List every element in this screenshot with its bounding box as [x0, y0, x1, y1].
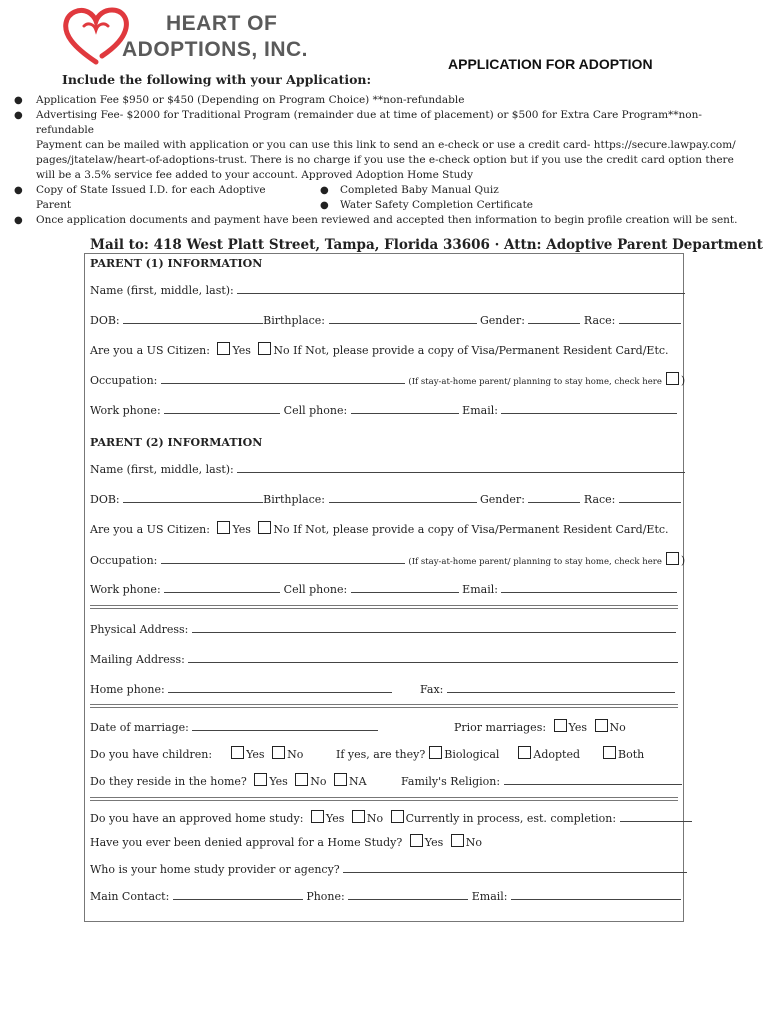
reside-no-checkbox[interactable]	[295, 773, 308, 786]
include-heading: Include the following with your Application:	[62, 72, 372, 87]
home-phone-field[interactable]	[168, 681, 392, 693]
parent2-race-field[interactable]	[619, 491, 681, 503]
home-study-in-process-checkbox[interactable]	[391, 810, 404, 823]
main-contact-field[interactable]	[173, 888, 303, 900]
parent1-dob-field[interactable]	[123, 312, 263, 324]
parent2-work-phone-field[interactable]	[164, 581, 280, 593]
bullet-quiz: Completed Baby Manual Quiz	[340, 184, 499, 196]
prior-marriages-no-checkbox[interactable]	[595, 719, 608, 732]
parent1-citizen-row: Are you a US Citizen: Yes No If Not, please provide a copy of Visa/Permanent Resident Card/Etc.	[90, 344, 669, 357]
section-divider	[90, 704, 678, 705]
bullet-dot: ●	[14, 110, 23, 121]
religion-field[interactable]	[504, 773, 682, 785]
parent2-phone-row: Work phone: Cell phone: Email:	[90, 581, 677, 596]
prior-marriages-yes-checkbox[interactable]	[554, 719, 567, 732]
parent1-citizen-yes-checkbox[interactable]	[217, 342, 230, 355]
parent2-heading: PARENT (2) INFORMATION	[90, 436, 263, 449]
prior-marriages-row: Prior marriages: Yes No	[454, 721, 626, 734]
children-yes-checkbox[interactable]	[231, 746, 244, 759]
reside-row: Do they reside in the home? Yes No NA	[90, 775, 367, 788]
denied-row: Have you ever been denied approval for a Home Study? Yes No	[90, 836, 482, 849]
home-study-no-checkbox[interactable]	[352, 810, 365, 823]
adopted-checkbox[interactable]	[518, 746, 531, 759]
parent2-stay-home-checkbox[interactable]	[666, 552, 679, 565]
bullet-advertising-cont: refundable	[36, 124, 94, 136]
bullet-dot: ●	[14, 95, 23, 106]
bullet-dot: ●	[14, 215, 23, 226]
logo-line-1: HEART OF	[166, 12, 278, 35]
parent1-work-phone-field[interactable]	[164, 402, 280, 414]
religion-row: Family's Religion:	[401, 773, 682, 788]
reside-na-checkbox[interactable]	[334, 773, 347, 786]
fax-field[interactable]	[447, 681, 675, 693]
children-row: Do you have children: Yes No	[90, 748, 304, 761]
contact-phone-field[interactable]	[348, 888, 468, 900]
parent1-citizen-no-checkbox[interactable]	[258, 342, 271, 355]
bullet-dot: ●	[320, 185, 329, 196]
physical-address-field[interactable]	[192, 621, 676, 633]
bullet-once: Once application documents and payment have been reviewed and accepted then information to begin profile creation will be sent.	[36, 214, 738, 226]
parent2-dob-row: DOB: Birthplace: Gender: Race:	[90, 491, 681, 506]
fax-row: Fax:	[420, 681, 675, 696]
home-study-completion-field[interactable]	[620, 810, 692, 822]
denied-yes-checkbox[interactable]	[410, 834, 423, 847]
section-divider	[90, 797, 678, 798]
parent2-cell-phone-field[interactable]	[351, 581, 459, 593]
parent1-heading: PARENT (1) INFORMATION	[90, 257, 263, 270]
parent1-gender-field[interactable]	[528, 312, 580, 324]
parent1-occupation-row: Occupation: (If stay-at-home parent/ planning to stay home, check here )	[90, 374, 686, 387]
payment-note-1: Payment can be mailed with application or you can use this link to send an e-check or use a credit card- https://secure.lawpay.com/	[36, 139, 736, 151]
parent2-name-field[interactable]	[237, 461, 685, 473]
children-no-checkbox[interactable]	[272, 746, 285, 759]
section-divider	[90, 605, 678, 606]
payment-note-2: pages/jtatelaw/heart-of-adoptions-trust. There is no charge if you use the e-check option but if you use the credit card option there	[36, 154, 734, 166]
company-logo	[62, 6, 310, 68]
marriage-date-field[interactable]	[192, 719, 378, 731]
both-checkbox[interactable]	[603, 746, 616, 759]
bullet-dot: ●	[320, 200, 329, 211]
parent1-name-field[interactable]	[237, 282, 685, 294]
parent1-phone-row: Work phone: Cell phone: Email:	[90, 402, 677, 417]
payment-note-3: will be a 3.5% service fee added to your account. Approved Adoption Home Study	[36, 169, 474, 181]
bullet-dot: ●	[14, 185, 23, 196]
provider-row: Who is your home study provider or agency?	[90, 861, 687, 876]
children-type-row: If yes, are they? Biological Adopted Both	[336, 748, 645, 761]
mail-to-address: Mail to: 418 West Platt Street, Tampa, Florida 33606 · Attn: Adoptive Parent Department	[90, 237, 763, 253]
parent1-name-row: Name (first, middle, last):	[90, 282, 685, 297]
parent2-birthplace-field[interactable]	[329, 491, 477, 503]
bullet-fee: Application Fee $950 or $450 (Depending on Program Choice) **non-refundable	[36, 94, 465, 106]
parent1-cell-phone-field[interactable]	[351, 402, 459, 414]
parent1-birthplace-field[interactable]	[329, 312, 477, 324]
parent2-citizen-no-checkbox[interactable]	[258, 521, 271, 534]
parent1-occupation-field[interactable]	[161, 372, 405, 384]
contact-email-field[interactable]	[511, 888, 681, 900]
parent2-citizen-row: Are you a US Citizen: Yes No If Not, please provide a copy of Visa/Permanent Resident Card/Etc.	[90, 523, 669, 536]
section-divider	[90, 608, 678, 609]
home-study-yes-checkbox[interactable]	[311, 810, 324, 823]
parent2-email-field[interactable]	[501, 581, 677, 593]
home-study-row: Do you have an approved home study: Yes No Currently in process, est. completion:	[90, 810, 692, 825]
parent1-stay-home-checkbox[interactable]	[666, 372, 679, 385]
parent2-dob-field[interactable]	[123, 491, 263, 503]
parent2-occupation-field[interactable]	[161, 552, 405, 564]
logo-line-2: ADOPTIONS, INC.	[122, 38, 309, 61]
denied-no-checkbox[interactable]	[451, 834, 464, 847]
parent1-email-field[interactable]	[501, 402, 677, 414]
parent2-citizen-yes-checkbox[interactable]	[217, 521, 230, 534]
parent1-dob-row: DOB: Birthplace: Gender: Race:	[90, 312, 681, 327]
bullet-id: Copy of State Issued I.D. for each Adoptive	[36, 184, 266, 196]
physical-address-row: Physical Address:	[90, 621, 676, 636]
home-phone-row: Home phone:	[90, 681, 392, 696]
parent2-name-row: Name (first, middle, last):	[90, 461, 685, 476]
bullet-water-safety: Water Safety Completion Certificate	[340, 199, 533, 211]
parent2-gender-field[interactable]	[528, 491, 580, 503]
heart-icon	[62, 6, 130, 68]
biological-checkbox[interactable]	[429, 746, 442, 759]
bullet-id-cont: Parent	[36, 199, 72, 211]
marriage-date-row: Date of marriage:	[90, 719, 378, 734]
provider-field[interactable]	[343, 861, 687, 873]
mailing-address-field[interactable]	[188, 651, 678, 663]
parent2-occupation-row: Occupation: (If stay-at-home parent/ planning to stay home, check here )	[90, 554, 686, 567]
parent1-race-field[interactable]	[619, 312, 681, 324]
page-title: APPLICATION FOR ADOPTION	[448, 56, 653, 72]
bullet-advertising: Advertising Fee- $2000 for Traditional Program (remainder due at time of placement) or $500 for Extra Care Program**non-	[36, 109, 702, 121]
section-divider	[90, 800, 678, 801]
reside-yes-checkbox[interactable]	[254, 773, 267, 786]
mailing-address-row: Mailing Address:	[90, 651, 678, 666]
contact-row: Main Contact: Phone: Email:	[90, 888, 681, 903]
section-divider	[90, 707, 678, 708]
